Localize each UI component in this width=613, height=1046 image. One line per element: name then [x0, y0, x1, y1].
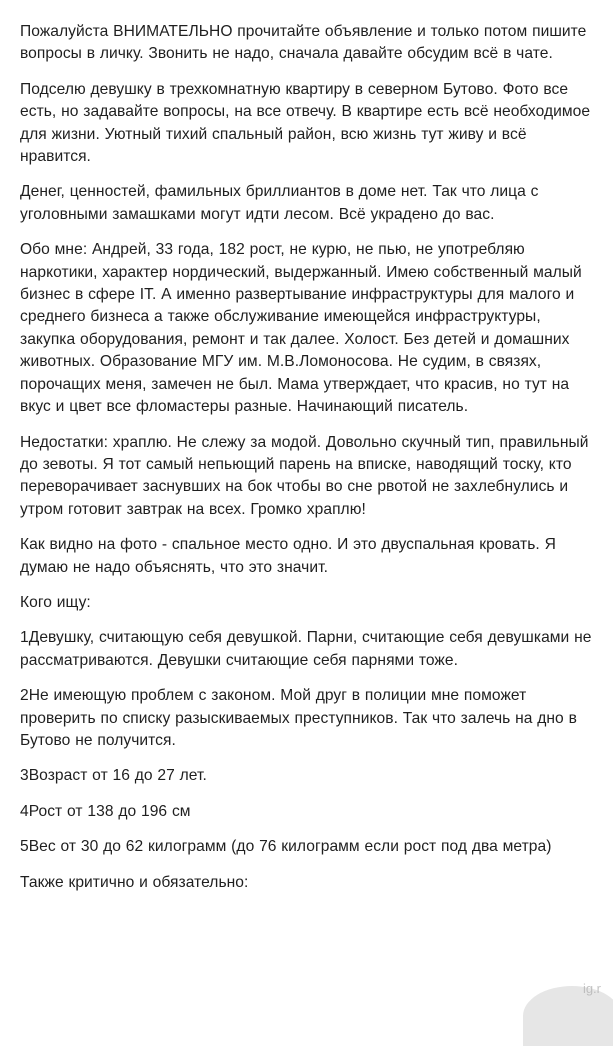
paragraph-about-me: Обо мне: Андрей, 33 года, 182 рост, не курю, не пью, не употребляю наркотики, характер нордический, выдержанный. Имею собственный малый бизнес в сфере IT. А именно развертывание инфраструктуры для малого и среднего бизнеса а также обслуживание имеющейся инфраструктуры, закупка оборудования, ремонт и так далее. Холост. Без детей и домашних животных. Образование МГУ им. М.В.Ломоносова. Не судим, в связях, порочащих меня, замечен не был. Мама утверждает, что красив, но тут на вкус и цвет все фломастеры разные. Начинающий писатель. [20, 241, 582, 416]
requirement-2: 2Не имеющую проблем с законом. Мой друг в полиции мне поможет проверить по списку разыскиваемых преступников. Так что залечь на дно в Бутово не получится. [20, 687, 577, 749]
watermark-text: ig.r [582, 981, 601, 996]
paragraph-valuables: Денег, ценностей, фамильных бриллиантов в доме нет. Так что лица с уголовными замашками могут идти лесом. Всё украдено до вас. [20, 183, 539, 223]
paragraph-offer: Подселю девушку в трехкомнатную квартиру в северном Бутово. Фото все есть, но задавайте вопросы, на все отвечу. В квартире есть всё необходимое для жизни. Уютный тихий спальный район, всю жизнь тут живу и всё нравится. [20, 80, 591, 166]
requirement-1: 1Девушку, считающую себя девушкой. Парни, считающие себя девушками не рассматриваются. Девушки считающие себя парнями тоже. [20, 629, 592, 669]
post-text [20, 21, 600, 894]
paragraph-bed: Как видно на фото - спальное место одно. И это двуспальная кровать. Я думаю не надо объяснять, что это значит. [20, 536, 556, 576]
paragraph-also-critical: Также критично и обязательно: [20, 873, 249, 891]
requirement-4: 4Рост от 138 до 196 см [20, 802, 191, 820]
requirement-5: 5Вес от 30 до 62 килограмм (до 76 килограмм если рост под два метра) [20, 838, 552, 856]
paragraph-looking-for: Кого ищу: [20, 593, 91, 611]
paragraph-flaws: Недостатки: храплю. Не слежу за модой. Довольно скучный тип, правильный до зевоты. Я тот самый непьющий парень на вписке, наводящий тоску, кто переворачивает заснувших на бок чтобы во сне рвотой не захлебнулись и утром готовит завтрак на всех. Громко храплю! [20, 433, 589, 518]
requirement-3: 3Возраст от 16 до 27 лет. [20, 767, 207, 785]
paragraph-intro: Пожалуйста ВНИМАТЕЛЬНО прочитайте объявление и только потом пишите вопросы в личку. Звонить не надо, сначала давайте обсудим всё в чате. [20, 23, 587, 63]
